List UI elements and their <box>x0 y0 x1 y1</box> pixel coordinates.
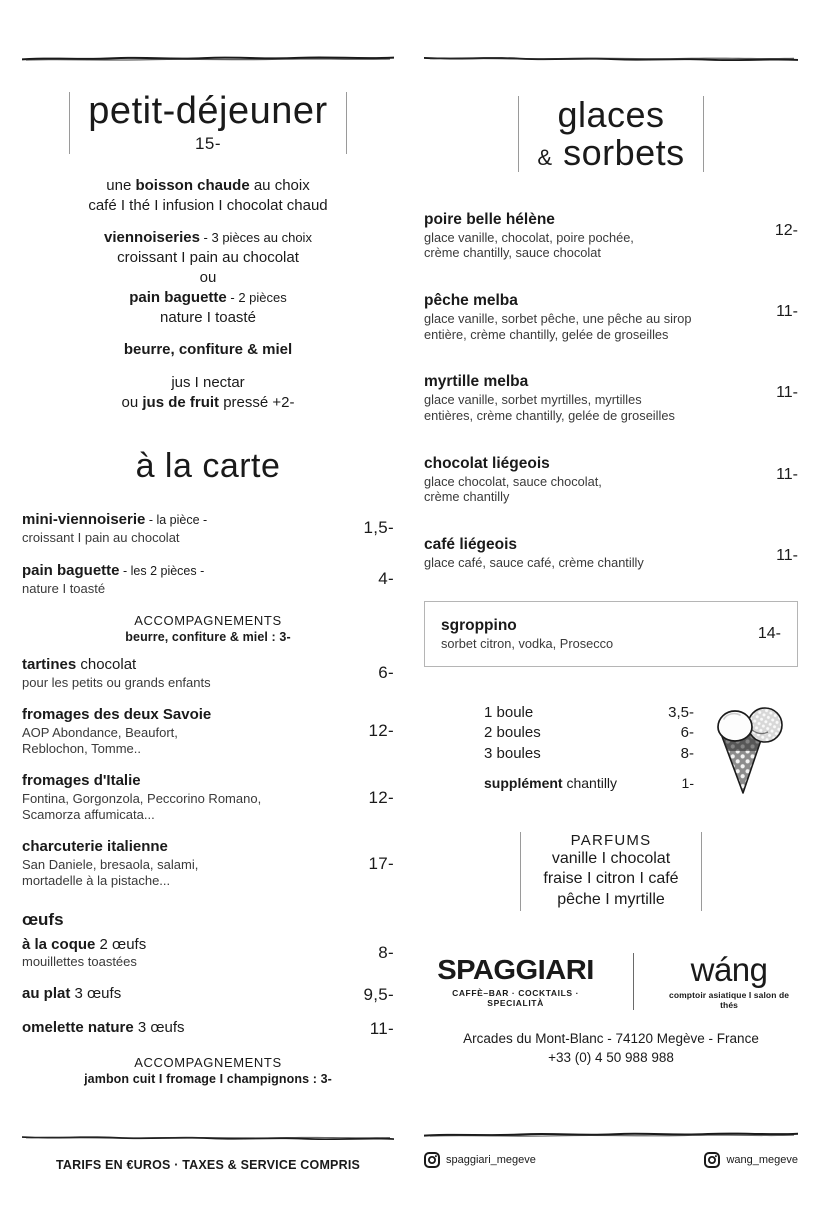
menu-item-price: 11- <box>369 1018 394 1038</box>
ice-cream-cone-icon <box>708 697 788 802</box>
instagram-icon <box>704 1152 720 1168</box>
logos-block <box>424 950 798 1010</box>
glace-item <box>424 372 798 423</box>
menu-item-name <box>22 511 326 530</box>
sgroppino-price: 14- <box>757 624 781 642</box>
prose-emphasis: beurre, confiture & miel <box>123 341 293 359</box>
glace-item-description: glace vanille, sorbet myrtilles, myrtilles entières, crème chantilly, gelée de groseilles <box>424 392 675 424</box>
prose-text: croissant I pain au chocolat <box>117 249 299 267</box>
breakfast-title: petit-déjeuner <box>88 90 328 132</box>
menu-item-name <box>22 936 326 955</box>
menu-item-text <box>22 985 336 1004</box>
boules-list <box>484 703 694 793</box>
alacarte-items-mid <box>22 656 394 890</box>
breakfast-description <box>22 176 394 413</box>
menu-item <box>22 562 394 597</box>
menu-item-text <box>22 656 336 691</box>
prose-emphasis: pain baguette <box>129 288 227 306</box>
prose-text: au choix <box>249 176 310 194</box>
glaces-rule-left <box>518 96 519 172</box>
sgroppino-box <box>424 601 798 667</box>
boules-row <box>484 723 694 744</box>
parfums-block <box>424 832 798 911</box>
menu-item-description: pour les petits ou grands enfants <box>22 674 211 690</box>
prose-line <box>22 268 394 288</box>
prose-emphasis: viennoiseries <box>104 229 200 247</box>
accompaniments-2-sub: jambon cuit I fromage I champignons : 3- <box>84 1071 332 1086</box>
wang-name: wáng <box>690 950 768 988</box>
menu-item-name-qty: 3 œufs <box>133 1018 185 1036</box>
menu-item-name-main: tartines <box>22 655 77 673</box>
glace-item-price: 11- <box>776 547 798 565</box>
menu-item-name <box>22 1019 326 1038</box>
glace-item-description: glace chocolat, sauce chocolat, crème chantilly <box>424 473 602 505</box>
menu-item-name-main: omelette nature <box>22 1018 134 1036</box>
menu-item-text <box>22 1019 336 1038</box>
prose-text: pressé +2- <box>219 394 295 412</box>
menu-item-name-main: charcuterie italienne <box>22 838 168 856</box>
brush-rule-top-right <box>424 54 798 61</box>
glace-item-name: pêche melba <box>424 291 518 309</box>
sorbets-word: sorbets <box>563 131 685 173</box>
address-block <box>424 1030 798 1068</box>
parfums-line-3: pêche I myrtille <box>557 891 665 909</box>
glace-item-price: 11- <box>776 465 798 483</box>
boules-label: 2 boules <box>484 724 541 742</box>
prose-text: nature I toasté <box>160 308 256 326</box>
accompaniments-2-title: ACCOMPAGNEMENTS <box>134 1054 282 1070</box>
menu-item-name-qty: chocolat <box>76 655 137 673</box>
logo-divider <box>633 953 634 1010</box>
menu-item-name <box>22 656 326 675</box>
ampersand: & <box>537 144 553 170</box>
prose-line <box>22 176 394 196</box>
boules-row <box>484 703 694 724</box>
menu-item-name-main: mini-viennoiserie <box>22 510 146 528</box>
wang-logo <box>660 950 798 1010</box>
parfums-line-1: vanille I chocolat <box>551 849 671 867</box>
menu-item-price: 12- <box>368 721 394 741</box>
glaces-title-line1: glaces <box>557 94 665 135</box>
menu-item-price: 12- <box>368 787 394 807</box>
breakfast-heading-block <box>22 92 394 154</box>
glace-item-price: 12- <box>774 221 798 239</box>
tarifs-notice: TARIFS EN €UROS · TAXES & SERVICE COMPRIS <box>55 1158 361 1172</box>
glace-item-description: glace café, sauce café, crème chantilly <box>424 555 644 571</box>
prose-spacer <box>22 360 394 373</box>
menu-item-description: croissant I pain au chocolat <box>22 529 180 545</box>
supplement-row <box>484 774 694 793</box>
menu-item-price: 1,5- <box>363 518 394 538</box>
eggs-items <box>22 936 394 1039</box>
glace-item-name: poire belle hélène <box>424 210 555 228</box>
menu-item-price: 4- <box>378 569 394 589</box>
menu-item <box>22 985 394 1005</box>
parfums-rule-right <box>701 832 702 911</box>
menu-item-description: Fontina, Gorgonzola, Peccorino Romano, Scamorza affumicata... <box>22 790 262 823</box>
glace-item <box>424 535 798 571</box>
prose-text: café I thé I infusion I chocolat chaud <box>88 196 328 214</box>
menu-item-text <box>22 706 336 757</box>
spaggiari-name: SPAGGIARI <box>437 954 594 986</box>
glace-item-name: myrtille melba <box>424 373 529 391</box>
heading-rule-left <box>69 92 70 154</box>
supplement-label: supplément chantilly <box>484 774 618 791</box>
glace-item-price: 11- <box>776 302 798 320</box>
menu-item-name-qty: 2 œufs <box>95 935 147 953</box>
glaces-rule-right <box>703 96 704 172</box>
prose-text: ou <box>199 269 217 287</box>
glace-item-name: chocolat liégeois <box>424 454 550 472</box>
parfums-line-2: fraise I citron I café <box>543 870 679 888</box>
menu-item <box>22 706 394 757</box>
right-column <box>424 96 798 1068</box>
menu-item-price: 9,5- <box>363 984 394 1004</box>
menu-item-name-main: fromages des deux Savoie <box>22 705 212 723</box>
menu-item-price: 17- <box>368 853 394 873</box>
menu-item-text <box>22 936 336 971</box>
prose-emphasis: boisson chaude <box>135 176 250 194</box>
boules-row <box>484 744 694 765</box>
prose-line <box>22 393 394 413</box>
menu-item-name <box>22 985 326 1004</box>
wang-tagline: comptoir asiatique I salon de thés <box>669 989 790 1010</box>
prose-line <box>22 196 394 216</box>
glace-item-text <box>424 454 744 505</box>
prose-line <box>22 288 394 308</box>
glaces-heading-block <box>424 96 798 172</box>
eggs-title: œufs <box>22 909 64 929</box>
boules-price: 6- <box>680 724 694 742</box>
prose-emphasis: jus de fruit <box>142 394 220 412</box>
heading-rule-right <box>346 92 347 154</box>
glace-item <box>424 291 798 342</box>
prose-text: ou <box>121 394 143 412</box>
glace-item-text <box>424 372 744 423</box>
supplement-label-bold: supplément <box>484 774 563 791</box>
prose-text: - 2 pièces <box>226 289 287 305</box>
instagram-footer <box>424 1152 798 1168</box>
prose-text: une <box>106 176 136 194</box>
sgroppino-desc: sorbet citron, vodka, Prosecco <box>441 635 614 651</box>
glaces-items <box>424 210 798 571</box>
menu-item-description: nature I toasté <box>22 580 106 596</box>
glace-item-price: 11- <box>776 384 798 402</box>
menu-item-name-main: pain baguette <box>22 561 120 579</box>
boules-block <box>424 703 798 802</box>
sgroppino-name: sgroppino <box>441 616 517 634</box>
menu-item-description: AOP Abondance, Beaufort, Reblochon, Tomme.. <box>22 724 178 756</box>
menu-item <box>22 1019 394 1039</box>
menu-item-text <box>22 562 336 597</box>
menu-item-price: 8- <box>378 943 394 963</box>
accompaniments-2 <box>22 1055 394 1086</box>
left-column <box>22 92 394 1098</box>
menu-item <box>22 772 394 823</box>
prose-line <box>22 308 394 328</box>
spaggiari-logo <box>424 954 607 1008</box>
boules-label: 1 boule <box>484 703 534 721</box>
glace-item <box>424 454 798 505</box>
supplement-price: 1- <box>681 774 694 791</box>
accompaniments-1-sub: beurre, confiture & miel : 3- <box>125 629 291 644</box>
menu-item-name <box>22 772 326 791</box>
prose-text: jus I nectar <box>171 374 245 392</box>
boules-price: 3,5- <box>668 703 694 721</box>
menu-item-name <box>22 562 326 581</box>
brush-rule-bottom-right <box>424 1130 798 1137</box>
menu-item <box>22 511 394 546</box>
menu-item <box>22 838 394 889</box>
parfums-title: PARFUMS <box>570 831 652 849</box>
breakfast-price: 15- <box>194 133 222 153</box>
prose-line <box>22 228 394 248</box>
brush-rule-top-left <box>22 54 394 61</box>
alacarte-items-top <box>22 511 394 597</box>
instagram-icon <box>424 1152 440 1168</box>
glaces-title-line2 <box>537 131 685 173</box>
menu-item-name-main: fromages d'Italie <box>22 772 141 790</box>
brush-rule-bottom-left <box>22 1133 394 1140</box>
menu-item-name <box>22 706 326 725</box>
menu-item-description: mouillettes toastées <box>22 954 137 970</box>
alacarte-title: à la carte <box>135 446 281 485</box>
boules-label: 3 boules <box>484 744 541 762</box>
spaggiari-tagline: CAFFÈ–BAR · COCKTAILS · SPECIALITÀ <box>452 988 580 1009</box>
menu-item-name-suffix: - les 2 pièces - <box>119 563 205 578</box>
accompaniments-1 <box>22 613 394 644</box>
menu-item-price: 6- <box>378 663 394 683</box>
glace-item-text <box>424 210 744 261</box>
menu-item <box>22 656 394 691</box>
instagram-link[interactable] <box>704 1152 798 1168</box>
menu-item-text <box>22 511 336 546</box>
instagram-handle: spaggiari_megeve <box>446 1154 536 1166</box>
menu-item-name <box>22 838 326 857</box>
glace-item-name: café liégeois <box>424 536 518 554</box>
glace-item-text <box>424 535 744 571</box>
menu-item-name-qty: 3 œufs <box>70 984 122 1002</box>
instagram-handle: wang_megeve <box>726 1154 798 1166</box>
menu-item-name-suffix: - la pièce - <box>145 512 208 527</box>
instagram-link[interactable] <box>424 1152 536 1168</box>
address-line-2: +33 (0) 4 50 988 988 <box>548 1049 674 1065</box>
menu-item <box>22 936 394 971</box>
menu-item-description: San Daniele, bresaola, salami, mortadelle à la pistache... <box>22 857 199 889</box>
boules-price: 8- <box>680 744 694 762</box>
prose-line <box>22 373 394 393</box>
glace-item-description: glace vanille, sorbet pêche, une pêche au sirop entière, crème chantilly, gelée de groseilles <box>424 311 692 342</box>
menu-item-name-main: au plat <box>22 984 71 1002</box>
prose-spacer <box>22 327 394 340</box>
glace-item-text <box>424 291 744 342</box>
address-line-1: Arcades du Mont-Blanc - 74120 Megève - France <box>463 1030 759 1046</box>
prose-spacer <box>22 215 394 228</box>
prose-text: - 3 pièces au choix <box>199 230 312 246</box>
menu-item-name-main: à la coque <box>22 935 96 953</box>
glaces-title <box>537 96 684 172</box>
prose-line <box>22 248 394 268</box>
menu-item-text <box>22 772 336 823</box>
accompaniments-1-title: ACCOMPAGNEMENTS <box>134 612 282 628</box>
parfums-rule-left <box>520 832 521 911</box>
glace-item <box>424 210 798 261</box>
prose-line <box>22 340 394 360</box>
glace-item-description: glace vanille, chocolat, poire pochée, crème chantilly, sauce chocolat <box>424 229 634 261</box>
menu-item-text <box>22 838 336 889</box>
